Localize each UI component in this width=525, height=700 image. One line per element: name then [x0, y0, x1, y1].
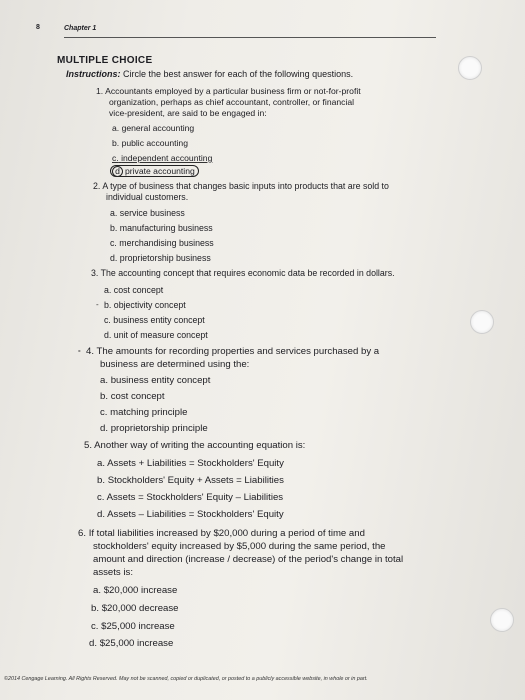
option-text: merchandising business [119, 238, 214, 248]
question-number: 1. [96, 86, 104, 96]
question-stem: individual customers. [106, 192, 189, 202]
answer-option[interactable] [110, 208, 185, 219]
question-4-line [86, 346, 379, 358]
option-text: $25,000 increase [101, 621, 175, 632]
question-number: 5. [84, 440, 93, 451]
question-number: 6. [78, 528, 87, 539]
answer-option[interactable] [104, 300, 186, 311]
option-text: Stockholders' Equity + Assets = Liabilities [107, 475, 284, 486]
option-text: cost concept [110, 391, 165, 402]
option-letter: b. [91, 603, 100, 614]
answer-option[interactable] [112, 153, 212, 164]
answer-option[interactable] [91, 603, 179, 615]
question-stem: If total liabilities increased by $20,000 during a period of time and [88, 528, 365, 539]
option-letter: a. [100, 375, 109, 386]
option-letter: a. [97, 458, 106, 469]
option-text: private accounting [125, 166, 195, 176]
answer-option[interactable] [97, 509, 284, 521]
answer-option[interactable] [104, 285, 163, 296]
answer-option[interactable] [110, 223, 213, 234]
question-stem: A type of business that changes basic inputs into products that are sold to [102, 181, 389, 191]
section-title: MULTIPLE CHOICE [57, 55, 153, 66]
instructions [66, 69, 353, 79]
option-text: business entity concept [110, 375, 211, 386]
option-letter: d [112, 166, 123, 177]
option-letter: a. [112, 123, 120, 133]
answer-option[interactable] [104, 315, 205, 326]
option-letter: c. [91, 621, 99, 632]
option-text: general accounting [121, 123, 195, 133]
option-text: $20,000 decrease [101, 603, 179, 614]
question-number: 3. [91, 268, 99, 278]
question-number: 4. [86, 346, 95, 357]
answer-option[interactable] [97, 492, 283, 504]
question-stem: organization, perhaps as chief accountant, controller, or financial [109, 97, 355, 107]
answer-option[interactable] [110, 253, 211, 264]
option-text: public accounting [121, 138, 188, 148]
option-text: $20,000 increase [103, 585, 178, 596]
question-stem: amount and direction (increase / decrease) of the period's change in total [93, 554, 404, 565]
answer-option[interactable] [91, 621, 175, 633]
question-1-line [96, 86, 361, 97]
option-text: independent accounting [121, 153, 213, 163]
question-stem: Another way of writing the accounting equation is: [94, 440, 306, 451]
option-letter: b. [104, 300, 112, 310]
question-stem: business are determined using the: [100, 359, 250, 370]
instructions-label: Instructions: [66, 69, 121, 79]
option-letter: b. [100, 391, 109, 402]
option-letter: a. [110, 208, 118, 218]
question-stem: The accounting concept that requires economic data be recorded in dollars. [100, 268, 395, 278]
option-letter: d. [97, 509, 106, 520]
option-text: unit of measure concept [113, 330, 208, 340]
page-header [36, 24, 436, 38]
question-3-line [91, 268, 395, 279]
question-stem: The amounts for recording properties and services purchased by a [96, 346, 380, 357]
option-letter: d. [104, 330, 112, 340]
answer-option[interactable] [100, 407, 187, 419]
answer-option-selected[interactable] [110, 166, 199, 177]
option-text: $25,000 increase [99, 638, 174, 649]
header-rule [64, 37, 436, 38]
option-text: service business [119, 208, 185, 218]
instructions-text: Circle the best answer for each of the following questions. [123, 69, 354, 79]
answer-option[interactable] [100, 391, 165, 403]
answer-option[interactable] [100, 375, 210, 387]
option-letter: c. [104, 315, 111, 325]
option-letter: c. [100, 407, 108, 418]
question-number: 2. [93, 181, 101, 191]
answer-option[interactable] [104, 330, 208, 341]
option-letter: d. [100, 423, 109, 434]
option-letter: c. [110, 238, 117, 248]
option-letter: d. [89, 638, 98, 649]
punch-hole [458, 56, 482, 80]
option-letter: b. [97, 475, 106, 486]
option-text: cost concept [113, 285, 164, 295]
question-stem: assets is: [93, 567, 133, 578]
copyright-footer: ©2014 Cengage Learning. All Rights Reserved. May not be scanned, copied or duplicated, or posted to a publicly accessible website, in whole or in part. [4, 676, 368, 682]
pencil-arrow-mark: - [78, 346, 81, 355]
option-text: business entity concept [113, 315, 205, 325]
answer-option[interactable] [112, 123, 194, 134]
option-letter: b. [110, 223, 118, 233]
answer-option[interactable] [89, 638, 173, 650]
option-text: manufacturing business [119, 223, 213, 233]
option-text: proprietorship business [119, 253, 211, 263]
page-number: 8 [36, 24, 40, 31]
option-letter: c. [112, 153, 119, 163]
question-stem: stockholders' equity increased by $5,000 during the same period, the [93, 541, 386, 552]
question-stem: vice-president, are said to be engaged in: [109, 108, 267, 118]
answer-circle [110, 165, 199, 177]
answer-option[interactable] [93, 585, 177, 597]
option-letter: b. [112, 138, 120, 148]
answer-option[interactable] [97, 458, 284, 470]
answer-option[interactable] [112, 138, 188, 149]
punch-hole [490, 608, 514, 632]
question-5-line [84, 440, 305, 452]
option-letter: d. [110, 253, 118, 263]
punch-hole [470, 310, 494, 334]
option-text: Assets – Liabilities = Stockholders' Equity [107, 509, 284, 520]
option-text: objectivity concept [113, 300, 186, 310]
option-letter: c. [97, 492, 105, 503]
answer-option[interactable] [97, 475, 284, 487]
chapter-label: Chapter 1 [64, 25, 97, 32]
pencil-tick-mark: - [96, 300, 99, 309]
option-letter: a. [93, 585, 102, 596]
option-letter: a. [104, 285, 112, 295]
option-text: matching principle [110, 407, 188, 418]
option-text: Assets = Stockholders' Equity – Liabilities [106, 492, 284, 503]
answer-option[interactable] [110, 238, 214, 249]
option-text: proprietorship principle [110, 423, 208, 434]
question-stem: Accountants employed by a particular business firm or not-for-profit [105, 86, 361, 96]
question-2-line [93, 181, 389, 192]
answer-option[interactable] [100, 423, 208, 435]
option-text: Assets + Liabilities = Stockholders' Equity [107, 458, 284, 469]
question-6-line [78, 528, 365, 540]
